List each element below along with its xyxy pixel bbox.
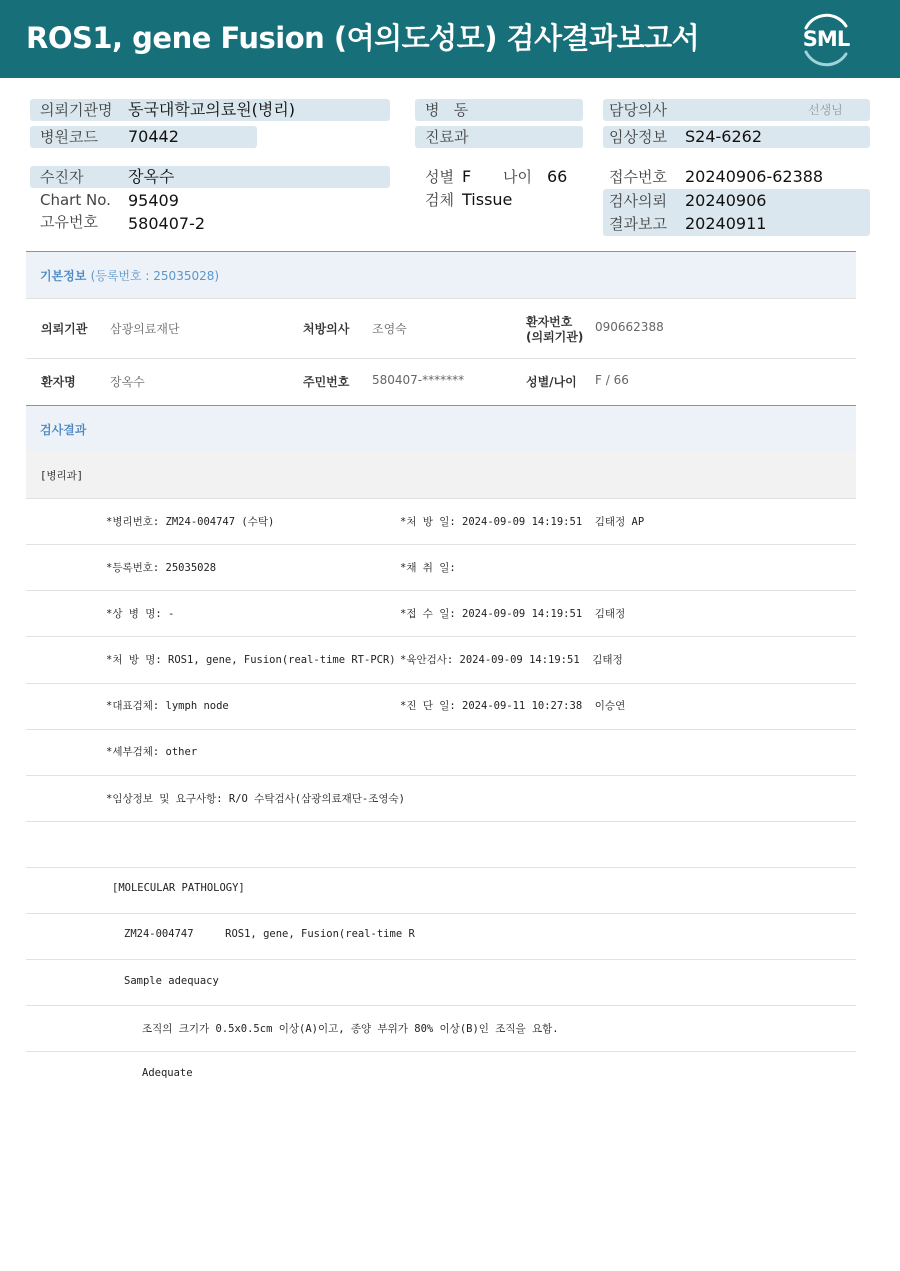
test-request-label: 검사의뢰 [609, 192, 667, 210]
dept-band [26, 452, 856, 498]
report-title: ROS1, gene Fusion (여의도성모) 검사결과보고서 [26, 21, 700, 55]
report-header [0, 0, 900, 78]
result-line-left: *병리번호: ZM24-004747 (수탁) [106, 516, 275, 528]
institution-value: 동국대학교의료원(병리) [128, 100, 296, 119]
basic-info-title-text: 기본정보 [40, 269, 87, 283]
logo-text: SML [802, 27, 850, 51]
divider [26, 867, 856, 868]
patient-no-value: 090662388 [595, 320, 664, 334]
ward-label: 병 동 [425, 101, 469, 119]
result-report-value: 20240911 [685, 214, 767, 233]
specimen-value: Tissue [462, 190, 513, 209]
divider [26, 1005, 856, 1006]
patient-no-sublabel: (의뢰기관) [526, 330, 584, 344]
divider [26, 729, 856, 730]
divider [26, 636, 856, 637]
institution-label: 의뢰기관명 [40, 101, 113, 119]
doctor-suffix: 선생님 [808, 103, 843, 117]
divider [26, 544, 856, 545]
divider [26, 959, 856, 960]
divider [26, 498, 856, 499]
divider [26, 358, 856, 359]
presc-label: 처방의사 [303, 322, 350, 336]
divider [26, 913, 856, 914]
chart-no-label: Chart No. [40, 191, 111, 209]
result-line-left: *처 방 명: ROS1, gene, Fusion(real-time RT-PCR) [106, 654, 396, 666]
divider [26, 821, 856, 822]
divider [26, 298, 856, 299]
age-value: 66 [547, 167, 568, 186]
sexage-label: 성별/나이 [526, 375, 577, 389]
examinee-label: 수진자 [40, 168, 84, 186]
divider [26, 683, 856, 684]
divider [26, 1051, 856, 1052]
specimen-label: 검체 [425, 191, 454, 209]
result-line-left: *대표검체: lymph node [106, 700, 229, 712]
hospital-code-value: 70442 [128, 127, 179, 146]
name-value: 장옥수 [110, 375, 145, 389]
receipt-no-label: 접수번호 [609, 168, 667, 186]
sex-label: 성별 [425, 168, 454, 186]
unique-no-label: 고유번호 [40, 213, 98, 231]
result-line-left: *세부검체: other [106, 746, 198, 758]
receipt-no-value: 20240906-62388 [685, 167, 824, 186]
adequacy-result: Adequate [142, 1067, 193, 1079]
result-line-right: *진 단 일: 2024-09-11 10:27:38 이승연 [400, 700, 626, 712]
test-request-value: 20240906 [685, 191, 767, 210]
result-line-left: *임상정보 및 요구사항: R/O 수탁검사(삼광의료재단-조영숙) [106, 793, 406, 805]
hospital-code-label: 병원코드 [40, 128, 98, 146]
result-line-right: *처 방 일: 2024-09-09 14:19:51 김태정 AP [400, 516, 645, 528]
result-line-left: *등록번호: 25035028 [106, 562, 217, 574]
clinical-info-value: S24-6262 [685, 127, 763, 146]
sexage-value: F / 66 [595, 373, 629, 387]
result-report-label: 결과보고 [609, 215, 667, 233]
inst-label: 의뢰기관 [41, 322, 88, 336]
result-line-right: *채 취 일: [400, 562, 456, 574]
department-label: 진료과 [425, 128, 469, 146]
result-line-right: *육안검사: 2024-09-09 14:19:51 김태정 [400, 654, 623, 666]
clinical-info-label: 임상정보 [609, 128, 667, 146]
sex-value: F [462, 167, 472, 186]
results-title: 검사결과 [40, 423, 87, 437]
presc-value: 조영숙 [372, 322, 407, 336]
age-label: 나이 [503, 168, 532, 186]
sml-logo [796, 12, 856, 68]
molecular-header: [MOLECULAR PATHOLOGY] [112, 882, 245, 894]
doctor-label: 담당의사 [609, 101, 667, 119]
name-label: 환자명 [41, 375, 76, 389]
results-header [26, 405, 856, 452]
examinee-pill [30, 166, 390, 188]
basic-info-reg-no: (등록번호 : 25035028) [90, 269, 220, 283]
basic-info-header [26, 251, 856, 298]
patient-no-label: 환자번호 [526, 315, 573, 329]
examinee-value: 장옥수 [128, 167, 175, 186]
result-line-left: *상 병 명: - [106, 608, 175, 620]
unique-no-value: 580407-2 [128, 214, 206, 233]
inst-value: 삼광의료재단 [110, 322, 180, 336]
rrn-label: 주민번호 [303, 375, 350, 389]
result-line-right: *접 수 일: 2024-09-09 14:19:51 김태정 [400, 608, 626, 620]
molecular-line: ZM24-004747 ROS1, gene, Fusion(real-time R [124, 928, 415, 940]
divider [26, 775, 856, 776]
divider [26, 590, 856, 591]
chart-no-value: 95409 [128, 191, 179, 210]
sample-adequacy: Sample adequacy [124, 975, 219, 987]
basic-info-title [40, 267, 219, 284]
dept-label: [병리과] [40, 470, 84, 482]
adequacy-note: 조직의 크기가 0.5x0.5cm 이상(A)이고, 종양 부위가 80% 이상(B)인 조직을 요함. [142, 1023, 559, 1035]
rrn-value: 580407-******* [372, 373, 465, 387]
